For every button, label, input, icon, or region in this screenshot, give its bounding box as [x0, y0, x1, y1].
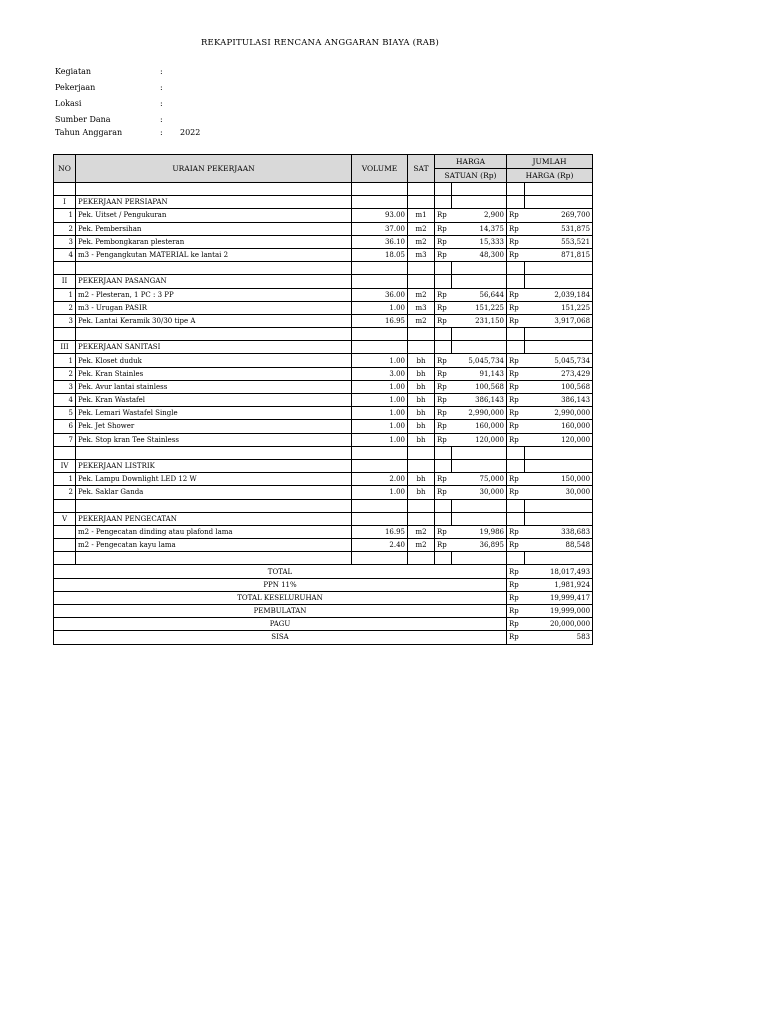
item-jumlah-currency: Rp — [507, 209, 525, 222]
item-no: 3 — [54, 380, 76, 393]
spacer-row — [54, 183, 593, 196]
item-volume: 2.40 — [352, 539, 408, 552]
item-harga: 2,990,000 — [452, 407, 507, 420]
summary-value: 583 — [525, 631, 593, 644]
item-no: 4 — [54, 394, 76, 407]
summary-label: PPN 11% — [54, 578, 507, 591]
item-jumlah-currency: Rp — [507, 407, 525, 420]
item-harga-currency: Rp — [435, 486, 452, 499]
section-title: PEKERJAAN LISTRIK — [76, 459, 352, 472]
section-title: PEKERJAAN PERSIAPAN — [76, 196, 352, 209]
item-harga: 386,143 — [452, 394, 507, 407]
meta-label: Lokasi — [55, 99, 82, 108]
summary-label: PEMBULATAN — [54, 605, 507, 618]
item-volume: 3.00 — [352, 367, 408, 380]
item-uraian: Pek. Kran Stainles — [76, 367, 352, 380]
summary-currency: Rp — [507, 565, 525, 578]
table-row — [54, 394, 593, 407]
table-header-row — [54, 155, 593, 169]
section-title: PEKERJAAN PASANGAN — [76, 275, 352, 288]
item-no: 3 — [54, 235, 76, 248]
table-row — [54, 420, 593, 433]
item-sat: bh — [408, 367, 435, 380]
item-uraian: Pek. Kran Wastafel — [76, 394, 352, 407]
item-uraian: Pek. Pembersihan — [76, 222, 352, 235]
summary-row — [54, 565, 593, 578]
meta-colon: : — [160, 115, 163, 124]
item-sat: m1 — [408, 209, 435, 222]
item-jumlah-currency: Rp — [507, 486, 525, 499]
table-row — [54, 235, 593, 248]
table-row — [54, 407, 593, 420]
table-body — [54, 183, 593, 645]
summary-value: 19,999,000 — [525, 605, 593, 618]
item-harga-currency: Rp — [435, 394, 452, 407]
header-harga-line1: HARGA — [435, 155, 507, 169]
item-harga-currency: Rp — [435, 354, 452, 367]
item-jumlah-currency: Rp — [507, 367, 525, 380]
item-sat: bh — [408, 380, 435, 393]
item-jumlah: 553,521 — [525, 235, 593, 248]
summary-label: TOTAL KESELURUHAN — [54, 591, 507, 604]
item-harga: 36,895 — [452, 539, 507, 552]
item-uraian: Pek. Saklar Ganda — [76, 486, 352, 499]
summary-currency: Rp — [507, 631, 525, 644]
item-jumlah: 100,568 — [525, 380, 593, 393]
item-jumlah: 120,000 — [525, 433, 593, 446]
item-harga: 2,900 — [452, 209, 507, 222]
item-uraian: Pek. Uitset / Pengukuran — [76, 209, 352, 222]
header-harga-line2: SATUAN (Rp) — [435, 169, 507, 183]
item-volume: 16.95 — [352, 314, 408, 327]
item-uraian: Pek. Jet Shower — [76, 420, 352, 433]
item-uraian: m3 - Pengangkutan MATERIAL ke lantai 2 — [76, 248, 352, 261]
item-sat: m2 — [408, 235, 435, 248]
item-no: 2 — [54, 222, 76, 235]
item-no — [54, 539, 76, 552]
item-volume: 18.05 — [352, 248, 408, 261]
item-harga-currency: Rp — [435, 407, 452, 420]
item-sat: m2 — [408, 539, 435, 552]
item-harga-currency: Rp — [435, 288, 452, 301]
item-uraian: m2 - Plesteran, 1 PC : 3 PP — [76, 288, 352, 301]
rab-table — [53, 154, 593, 645]
table-row — [54, 380, 593, 393]
table-row — [54, 314, 593, 327]
item-no: 1 — [54, 473, 76, 486]
section-row — [54, 275, 593, 288]
item-jumlah-currency: Rp — [507, 380, 525, 393]
item-volume: 37.00 — [352, 222, 408, 235]
item-volume: 1.00 — [352, 301, 408, 314]
meta-label: Tahun Anggaran — [55, 128, 123, 137]
summary-currency: Rp — [507, 578, 525, 591]
table-row — [54, 248, 593, 261]
table-row — [54, 525, 593, 538]
item-jumlah-currency: Rp — [507, 433, 525, 446]
section-no: IV — [54, 459, 76, 472]
meta-value: 2022 — [180, 128, 201, 137]
meta-colon: : — [160, 128, 163, 137]
summary-currency: Rp — [507, 591, 525, 604]
item-harga: 15,333 — [452, 235, 507, 248]
item-sat: bh — [408, 394, 435, 407]
section-row — [54, 196, 593, 209]
item-sat: m3 — [408, 248, 435, 261]
item-jumlah-currency: Rp — [507, 420, 525, 433]
item-jumlah-currency: Rp — [507, 301, 525, 314]
item-volume: 16.95 — [352, 525, 408, 538]
item-no: 2 — [54, 367, 76, 380]
item-jumlah-currency: Rp — [507, 394, 525, 407]
item-jumlah-currency: Rp — [507, 473, 525, 486]
section-no: II — [54, 275, 76, 288]
item-jumlah: 531,875 — [525, 222, 593, 235]
item-harga: 19,986 — [452, 525, 507, 538]
item-volume: 93.00 — [352, 209, 408, 222]
item-jumlah: 88,548 — [525, 539, 593, 552]
table-row — [54, 433, 593, 446]
summary-currency: Rp — [507, 605, 525, 618]
summary-row — [54, 631, 593, 644]
table-row — [54, 222, 593, 235]
item-harga-currency: Rp — [435, 222, 452, 235]
item-harga-currency: Rp — [435, 420, 452, 433]
table-row — [54, 288, 593, 301]
item-no: 5 — [54, 407, 76, 420]
header-jumlah-line2: HARGA (Rp) — [507, 169, 593, 183]
spacer-row — [54, 552, 593, 565]
summary-value: 19,999,417 — [525, 591, 593, 604]
meta-colon: : — [160, 99, 163, 108]
item-jumlah-currency: Rp — [507, 288, 525, 301]
item-harga: 91,143 — [452, 367, 507, 380]
item-jumlah: 151,225 — [525, 301, 593, 314]
item-sat: m3 — [408, 301, 435, 314]
item-volume: 36.10 — [352, 235, 408, 248]
item-harga-currency: Rp — [435, 380, 452, 393]
item-no: 3 — [54, 314, 76, 327]
table-row — [54, 209, 593, 222]
item-harga-currency: Rp — [435, 314, 452, 327]
summary-row — [54, 605, 593, 618]
item-no: 1 — [54, 354, 76, 367]
meta-colon: : — [160, 83, 163, 92]
summary-row — [54, 618, 593, 631]
summary-label: TOTAL — [54, 565, 507, 578]
meta-label: Pekerjaan — [55, 83, 96, 92]
item-harga: 48,300 — [452, 248, 507, 261]
item-sat: m2 — [408, 222, 435, 235]
item-uraian: Pek. Lampu Downlight LED 12 W — [76, 473, 352, 486]
spacer-row — [54, 328, 593, 341]
meta-label: Sumber Dana — [55, 115, 111, 124]
item-sat: bh — [408, 407, 435, 420]
item-volume: 1.00 — [352, 486, 408, 499]
table-row — [54, 301, 593, 314]
item-sat: m2 — [408, 288, 435, 301]
item-jumlah: 871,815 — [525, 248, 593, 261]
summary-value: 1,981,924 — [525, 578, 593, 591]
item-no: 6 — [54, 420, 76, 433]
item-volume: 1.00 — [352, 354, 408, 367]
item-no: 4 — [54, 248, 76, 261]
item-harga: 160,000 — [452, 420, 507, 433]
summary-value: 20,000,000 — [525, 618, 593, 631]
summary-label: PAGU — [54, 618, 507, 631]
item-harga-currency: Rp — [435, 209, 452, 222]
item-harga: 5,045,734 — [452, 354, 507, 367]
section-row — [54, 459, 593, 472]
item-volume: 2.00 — [352, 473, 408, 486]
table-row — [54, 354, 593, 367]
meta-label: Kegiatan — [55, 67, 92, 76]
item-jumlah-currency: Rp — [507, 222, 525, 235]
item-jumlah: 150,000 — [525, 473, 593, 486]
item-volume: 1.00 — [352, 420, 408, 433]
item-harga-currency: Rp — [435, 301, 452, 314]
item-volume: 1.00 — [352, 407, 408, 420]
item-jumlah: 269,700 — [525, 209, 593, 222]
header-volume: VOLUME — [352, 155, 408, 183]
item-uraian: Pek. Stop kran Tee Stainless — [76, 433, 352, 446]
item-sat: bh — [408, 473, 435, 486]
item-harga: 100,568 — [452, 380, 507, 393]
summary-row — [54, 591, 593, 604]
section-row — [54, 512, 593, 525]
spacer-row — [54, 446, 593, 459]
table-row — [54, 473, 593, 486]
item-harga: 56,644 — [452, 288, 507, 301]
item-no: 1 — [54, 209, 76, 222]
item-no: 2 — [54, 486, 76, 499]
spacer-row — [54, 262, 593, 275]
summary-currency: Rp — [507, 618, 525, 631]
item-sat: m2 — [408, 314, 435, 327]
item-harga: 14,375 — [452, 222, 507, 235]
item-harga-currency: Rp — [435, 473, 452, 486]
meta-colon: : — [160, 67, 163, 76]
item-uraian: Pek. Kloset duduk — [76, 354, 352, 367]
item-harga-currency: Rp — [435, 367, 452, 380]
item-harga: 151,225 — [452, 301, 507, 314]
item-jumlah-currency: Rp — [507, 235, 525, 248]
item-no: 2 — [54, 301, 76, 314]
item-harga-currency: Rp — [435, 433, 452, 446]
summary-value: 18,017,493 — [525, 565, 593, 578]
item-sat: m2 — [408, 525, 435, 538]
item-sat: bh — [408, 354, 435, 367]
spacer-row — [54, 499, 593, 512]
item-jumlah-currency: Rp — [507, 314, 525, 327]
table-row — [54, 367, 593, 380]
item-jumlah: 386,143 — [525, 394, 593, 407]
item-jumlah: 160,000 — [525, 420, 593, 433]
item-sat: bh — [408, 420, 435, 433]
summary-row — [54, 578, 593, 591]
item-jumlah: 30,000 — [525, 486, 593, 499]
section-title: PEKERJAAN SANITASI — [76, 341, 352, 354]
item-no: 7 — [54, 433, 76, 446]
item-harga: 120,000 — [452, 433, 507, 446]
item-jumlah-currency: Rp — [507, 539, 525, 552]
item-uraian: Pek. Lantai Keramik 30/30 tipe A — [76, 314, 352, 327]
header-sat: SAT — [408, 155, 435, 183]
item-harga-currency: Rp — [435, 235, 452, 248]
section-no: III — [54, 341, 76, 354]
item-harga: 231,150 — [452, 314, 507, 327]
item-volume: 36.00 — [352, 288, 408, 301]
item-volume: 1.00 — [352, 433, 408, 446]
item-sat: bh — [408, 433, 435, 446]
item-uraian: m2 - Pengecatan dinding atau plafond lama — [76, 525, 352, 538]
summary-label: SISA — [54, 631, 507, 644]
table-row — [54, 486, 593, 499]
item-jumlah: 2,990,000 — [525, 407, 593, 420]
item-uraian: Pek. Pembongkaran plesteran — [76, 235, 352, 248]
item-jumlah: 2,039,184 — [525, 288, 593, 301]
table-row — [54, 539, 593, 552]
item-uraian: Pek. Lemari Wastafel Single — [76, 407, 352, 420]
item-volume: 1.00 — [352, 380, 408, 393]
item-jumlah-currency: Rp — [507, 525, 525, 538]
document-title: REKAPITULASI RENCANA ANGGARAN BIAYA (RAB) — [200, 38, 440, 48]
item-jumlah: 273,429 — [525, 367, 593, 380]
item-uraian: m3 - Urugan PASIR — [76, 301, 352, 314]
header-uraian: URAIAN PEKERJAAN — [76, 155, 352, 183]
item-no — [54, 525, 76, 538]
section-row — [54, 341, 593, 354]
item-sat: bh — [408, 486, 435, 499]
item-volume: 1.00 — [352, 394, 408, 407]
item-uraian: m2 - Pengecatan kayu lama — [76, 539, 352, 552]
item-jumlah: 5,045,734 — [525, 354, 593, 367]
item-jumlah-currency: Rp — [507, 248, 525, 261]
item-harga-currency: Rp — [435, 525, 452, 538]
section-title: PEKERJAAN PENGECATAN — [76, 512, 352, 525]
item-no: 1 — [54, 288, 76, 301]
item-harga: 30,000 — [452, 486, 507, 499]
header-no: NO — [54, 155, 76, 183]
header-jumlah-line1: JUMLAH — [507, 155, 593, 169]
section-no: I — [54, 196, 76, 209]
item-uraian: Pek. Avur lantai stainless — [76, 380, 352, 393]
item-harga-currency: Rp — [435, 539, 452, 552]
section-no: V — [54, 512, 76, 525]
item-harga-currency: Rp — [435, 248, 452, 261]
item-jumlah: 3,917,068 — [525, 314, 593, 327]
item-jumlah-currency: Rp — [507, 354, 525, 367]
item-jumlah: 338,683 — [525, 525, 593, 538]
item-harga: 75,000 — [452, 473, 507, 486]
